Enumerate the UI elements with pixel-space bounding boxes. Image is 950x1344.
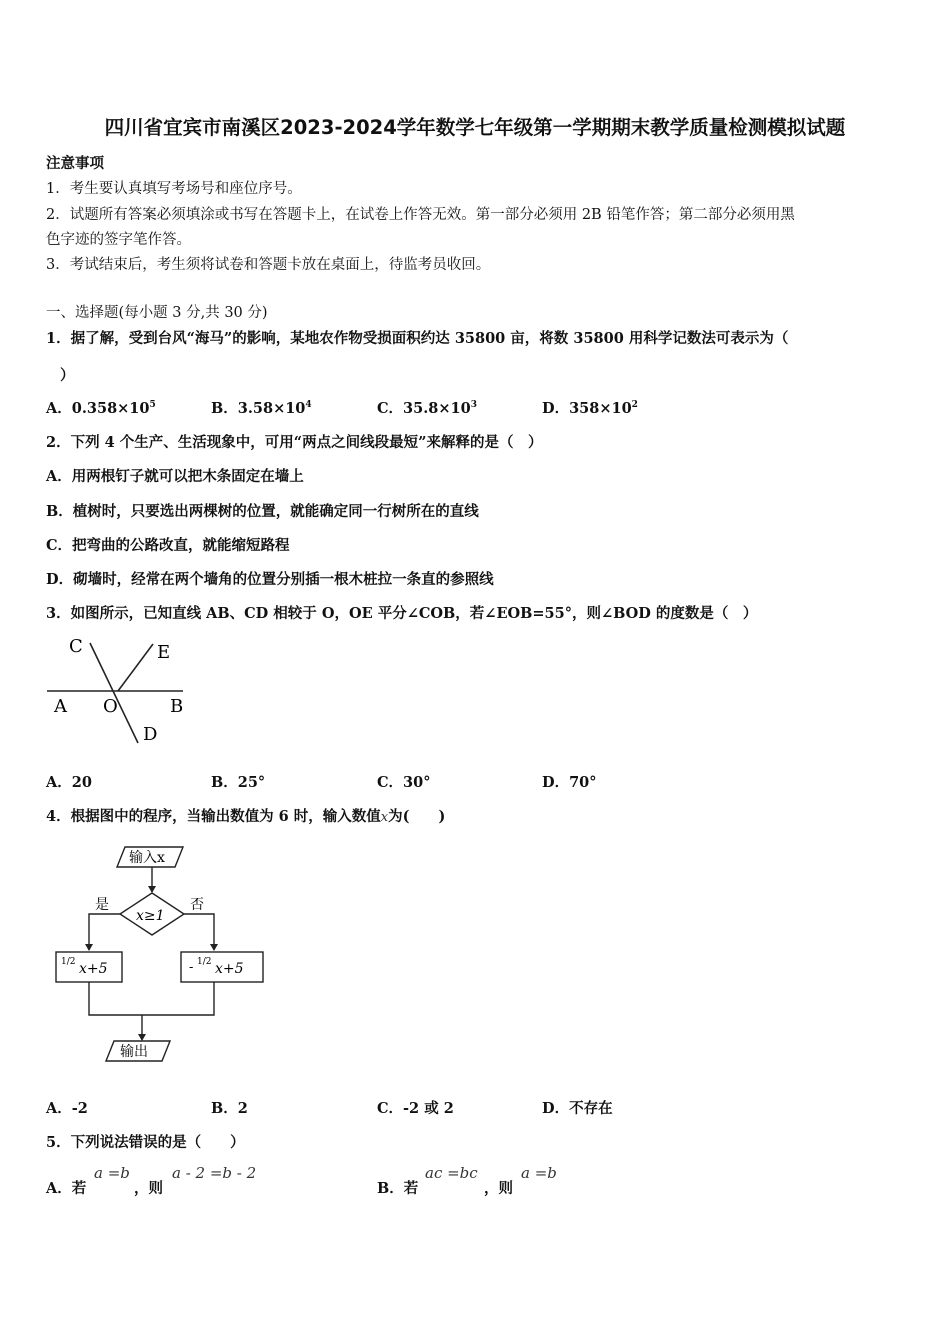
notice-heading: 注意事项	[46, 155, 104, 172]
page-title: 四川省宜宾市南溪区2023-2024学年数学七年级第一学期期末教学质量检测模拟试题	[104, 116, 846, 139]
q1-option-a: A．$0.358\times 10^5$	[46, 400, 156, 417]
flow-input: 输入x	[129, 850, 165, 866]
q5-option-b-prefix: B．若	[377, 1180, 419, 1197]
q5-option-b-cond: ac =bc	[425, 1164, 478, 1182]
flow-yes: 是	[95, 897, 109, 913]
q1-option-b: B．$3.58\times 10^4$	[211, 400, 312, 417]
q4-option-c: C．-2 或 2	[377, 1100, 454, 1117]
q4-flowchart	[48, 840, 278, 1070]
q2-option-a: A．用两根钉子就可以把木条固定在墙上	[46, 468, 304, 485]
label-b: B	[170, 696, 184, 717]
q5-option-a-mid: ，则	[134, 1180, 163, 1197]
q1-option-d: D．$358\times 10^2$	[542, 400, 638, 417]
q2-option-d: D．砌墙时，经常在两个墙角的位置分别插一根木桩拉一条直的参照线	[46, 571, 494, 588]
q3-angle-figure	[40, 630, 200, 748]
flow-left-frac: 1/2	[61, 957, 76, 967]
q4-option-d: D．不存在	[542, 1100, 613, 1117]
flow-no: 否	[190, 897, 204, 913]
q5-stem: 5．下列说法错误的是（ ）	[46, 1134, 245, 1151]
q3-option-b: B．25°	[211, 774, 266, 791]
q2-option-b: B．植树时，只要选出两棵树的位置，就能确定同一行树所在的直线	[46, 503, 479, 520]
flow-right-expr: x+5	[215, 961, 244, 977]
flow-output: 输出	[120, 1044, 148, 1060]
q1-stem: 1．据了解，受到台风“海马”的影响，某地农作物受损面积约达 35800 亩，将数 35800 用科学记数法可表示为（	[46, 330, 789, 347]
label-d: D	[143, 724, 158, 745]
q5-option-a-result: a - 2 =b - 2	[172, 1164, 257, 1182]
flow-right-prefix: -	[189, 960, 194, 975]
q5-option-a-prefix: A．若	[46, 1180, 87, 1197]
q4-option-a: A．-2	[46, 1100, 88, 1117]
label-c: C	[69, 636, 83, 657]
q4-stem: 4．根据图中的程序，当输出数值为 6 时，输入数值x为( )	[46, 808, 446, 825]
q5-option-b-result: a =b	[521, 1164, 557, 1182]
notice-item-1: 1．考生要认真填写考场号和座位序号。	[46, 181, 302, 197]
flow-right-frac: 1/2	[197, 957, 212, 967]
q5-option-a-cond: a =b	[94, 1164, 130, 1182]
label-o: O	[103, 696, 118, 717]
q3-option-a: A．20	[46, 774, 92, 791]
flow-left-expr: x+5	[79, 961, 108, 977]
label-e: E	[157, 642, 171, 663]
label-a: A	[54, 696, 67, 717]
notice-item-2-cont: 色字迹的签字笔作答。	[46, 232, 191, 248]
notice-item-2: 2．试题所有答案必须填涂或书写在答题卡上，在试卷上作答无效。第一部分必须用 2B 铅笔作答；第二部分必须用黑	[46, 207, 795, 223]
section-heading: 一、选择题(每小题 3 分,共 30 分)	[46, 305, 268, 321]
flow-condition: x≥1	[136, 908, 165, 924]
q3-option-d: D．70°	[542, 774, 597, 791]
q1-option-c: C．$35.8\times 10^3$	[377, 400, 477, 417]
q3-stem: 3．如图所示，已知直线 AB、CD 相较于 O，OE 平分∠COB，若∠EOB=55°，则∠BOD 的度数是（ ）	[46, 605, 758, 622]
q4-option-b: B．2	[211, 1100, 248, 1117]
q2-stem: 2．下列 4 个生产、生活现象中，可用“两点之间线段最短”来解释的是（ ）	[46, 434, 543, 451]
q5-option-b-mid: ，则	[484, 1180, 513, 1197]
q1-stem-end: ）	[60, 367, 75, 384]
notice-item-3: 3．考试结束后，考生须将试卷和答题卡放在桌面上，待监考员收回。	[46, 257, 491, 273]
q2-option-c: C．把弯曲的公路改直，就能缩短路程	[46, 537, 290, 554]
q3-option-c: C．30°	[377, 774, 431, 791]
